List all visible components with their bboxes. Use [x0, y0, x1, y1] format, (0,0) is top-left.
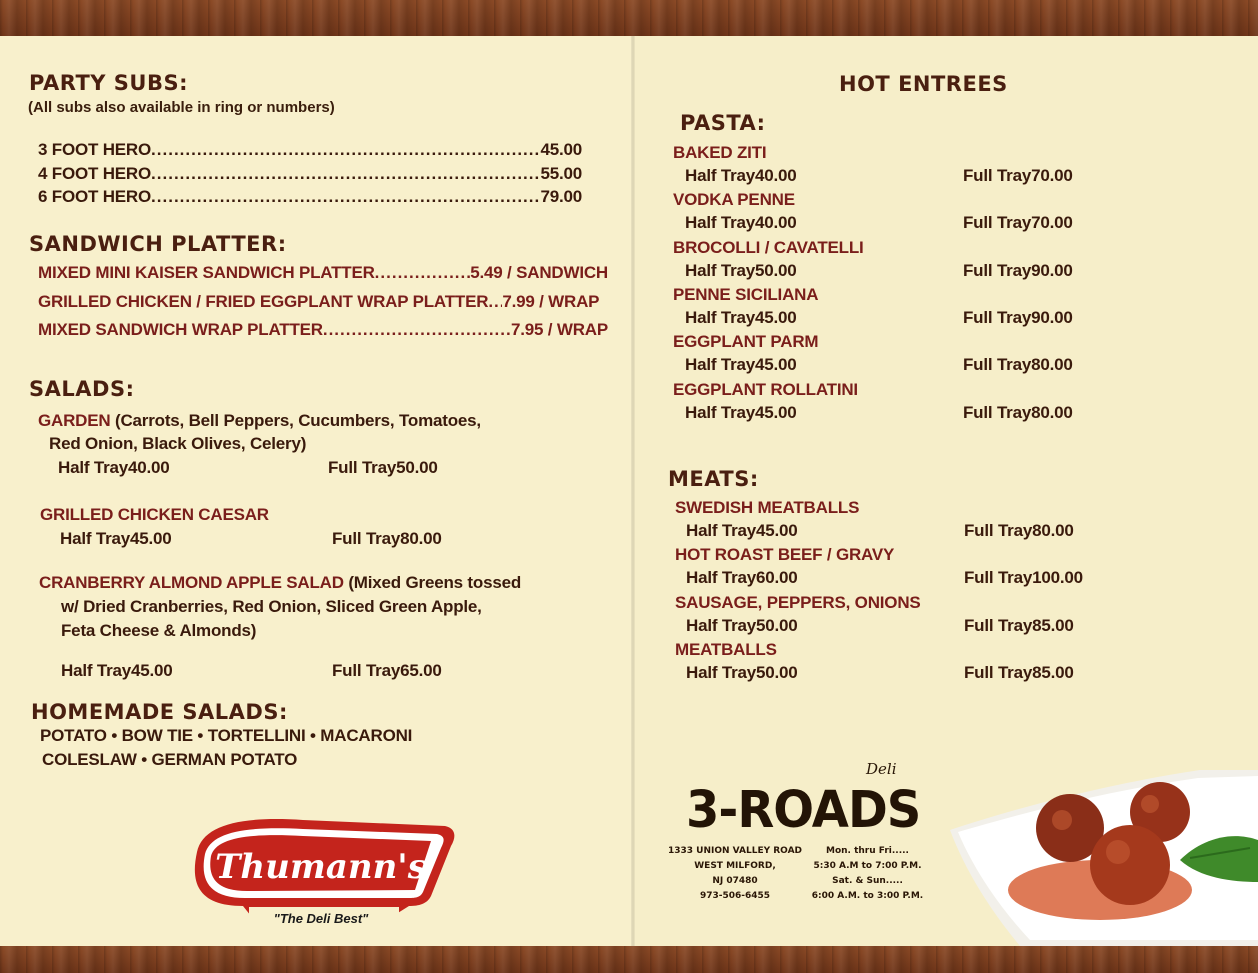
tray-price-row [685, 213, 1220, 233]
dot-leader [151, 140, 540, 160]
sandwich-platter-heading: SANDWICH PLATTER: [29, 232, 287, 256]
half-tray-price: 40.00 [755, 166, 797, 185]
entree-name: BAKED ZITI [673, 143, 767, 162]
full-tray-label: Full Tray [328, 458, 397, 477]
salad-caesar-name: GRILLED CHICKEN CAESAR [40, 505, 269, 524]
tray-price-row [58, 458, 578, 478]
half-tray-label: Half Tray [60, 529, 131, 548]
entree-name: BROCOLLI / CAVATELLI [673, 237, 864, 257]
full-tray-price: 65.00 [400, 661, 442, 680]
tray-price-row [686, 521, 1220, 541]
deli-address-line: NJ 07480 [712, 876, 758, 886]
party-sub-name: 6 FOOT HERO [38, 187, 152, 206]
half-tray-label: Half Tray [686, 615, 757, 635]
platter-row [38, 320, 608, 340]
deli-name: 3-ROADS [686, 780, 921, 840]
full-tray-label: Full Tray [964, 615, 1033, 635]
deli-hours-line: Mon. thru Fri..... [826, 846, 909, 856]
tray-price-row [61, 661, 584, 681]
half-tray-label: Half Tray [686, 568, 757, 588]
party-subs-heading: PARTY SUBS: [29, 71, 188, 95]
party-sub-row [38, 187, 582, 207]
wood-border-top [0, 0, 1258, 36]
party-sub-row [38, 164, 582, 184]
party-sub-name: 4 FOOT HERO [38, 164, 152, 183]
salad-cranberry [39, 573, 521, 593]
half-tray-price: 45.00 [755, 355, 797, 375]
homemade-list-line: COLESLAW • GERMAN POTATO [42, 750, 298, 769]
dot-leader [375, 263, 471, 283]
deli-hours-line: 5:30 A.M to 7:00 P.M. [813, 861, 922, 871]
dot-leader [488, 292, 502, 312]
deli-address-line: 1333 UNION VALLEY ROAD [667, 846, 803, 856]
half-tray-label: Half Tray [58, 458, 129, 477]
full-tray-price: 100.00 [1032, 568, 1083, 588]
thumanns-logo [183, 812, 459, 930]
platter-name: MIXED SANDWICH WRAP PLATTER [38, 320, 323, 339]
party-sub-row [38, 140, 582, 160]
platter-price: 5.49 / SANDWICH [470, 263, 608, 282]
salad-desc-line: w/ Dried Cranberries, Red Onion, Sliced Green Apple, [61, 597, 482, 616]
entree-name: SWEDISH MEATBALLS [675, 498, 860, 517]
tray-price-row [685, 355, 1220, 375]
full-tray-price: 80.00 [400, 529, 442, 548]
full-tray-label: Full Tray [964, 521, 1033, 540]
meats-heading: MEATS: [668, 467, 759, 491]
salad-desc-line: Red Onion, Black Olives, Celery) [49, 434, 307, 453]
entree-name: SAUSAGE, PEPPERS, ONIONS [675, 592, 921, 612]
entree-name: PENNE SICILIANA [673, 284, 819, 304]
dot-leader [323, 320, 511, 340]
tray-price-row [60, 529, 583, 549]
salad-desc-line: Feta Cheese & Almonds) [61, 621, 257, 640]
platter-price: 7.95 / WRAP [511, 320, 608, 339]
party-sub-name: 3 FOOT HERO [38, 140, 152, 159]
tray-price-row [685, 308, 1220, 328]
full-tray-label: Full Tray [332, 529, 401, 548]
menu-fold [631, 36, 635, 946]
half-tray-label: Half Tray [685, 213, 756, 233]
half-tray-price: 50.00 [756, 615, 798, 635]
half-tray-label: Half Tray [686, 662, 757, 682]
full-tray-label: Full Tray [964, 662, 1033, 682]
salad-desc: (Carrots, Bell Peppers, Cucumbers, Tomatoes, [110, 411, 481, 430]
tray-price-row [686, 568, 1220, 588]
homemade-salads-heading: HOMEMADE SALADS: [31, 700, 288, 724]
platter-name: GRILLED CHICKEN / FRIED EGGPLANT WRAP PLATTER [38, 292, 489, 311]
entree-name: EGGPLANT ROLLATINI [673, 379, 858, 399]
full-tray-price: 80.00 [1032, 521, 1074, 540]
full-tray-price: 80.00 [1031, 355, 1073, 375]
half-tray-price: 45.00 [755, 307, 797, 327]
half-tray-price: 50.00 [755, 260, 797, 280]
full-tray-price: 90.00 [1031, 307, 1073, 327]
half-tray-label: Half Tray [686, 521, 757, 540]
half-tray-label: Half Tray [685, 402, 756, 422]
deli-address-line: WEST MILFORD, [694, 861, 776, 871]
platter-row [38, 263, 608, 283]
entree-name: VODKA PENNE [673, 190, 795, 210]
party-sub-price: 55.00 [540, 164, 582, 183]
deli-phone: 973-506-6455 [699, 891, 771, 901]
full-tray-label: Full Tray [964, 568, 1033, 588]
half-tray-price: 50.00 [756, 662, 798, 682]
hot-entrees-heading: HOT ENTREES [839, 72, 1008, 96]
half-tray-price: 40.00 [128, 458, 170, 477]
meatball-plate-image [950, 770, 1258, 946]
half-tray-price: 40.00 [755, 213, 797, 233]
half-tray-label: Half Tray [685, 260, 756, 280]
deli-hours-line: Sat. & Sun..... [832, 876, 903, 886]
full-tray-price: 70.00 [1031, 213, 1073, 233]
party-sub-price: 45.00 [540, 140, 582, 159]
tray-price-row [685, 403, 1220, 423]
deli-address [660, 844, 810, 904]
entree-name: EGGPLANT PARM [673, 332, 819, 352]
pasta-heading: PASTA: [680, 111, 766, 135]
deli-script-word: Deli [866, 760, 897, 778]
deli-hours [800, 844, 935, 904]
full-tray-label: Full Tray [963, 355, 1032, 375]
salad-name: CRANBERRY ALMOND APPLE SALAD [39, 573, 344, 592]
full-tray-label: Full Tray [332, 661, 401, 680]
tray-price-row [686, 663, 1220, 683]
half-tray-price: 45.00 [756, 521, 798, 540]
party-subs-note: (All subs also available in ring or numbers) [28, 99, 335, 116]
full-tray-price: 85.00 [1032, 662, 1074, 682]
full-tray-price: 85.00 [1032, 615, 1074, 635]
platter-row [38, 292, 608, 312]
half-tray-label: Half Tray [61, 661, 132, 680]
salad-desc: (Mixed Greens tossed [343, 573, 522, 592]
tray-price-row [685, 261, 1220, 281]
tray-price-row [686, 616, 1220, 636]
half-tray-label: Half Tray [685, 355, 756, 375]
full-tray-price: 50.00 [396, 458, 438, 477]
thumanns-tagline: "The Deli Best" [273, 911, 369, 926]
party-sub-price: 79.00 [540, 187, 582, 206]
thumanns-logo-text: Thumann's [215, 847, 427, 887]
full-tray-price: 80.00 [1031, 402, 1073, 422]
platter-name: MIXED MINI KAISER SANDWICH PLATTER [38, 263, 375, 282]
half-tray-price: 45.00 [131, 661, 173, 680]
salads-heading: SALADS: [29, 377, 135, 401]
half-tray-price: 60.00 [756, 568, 798, 588]
half-tray-label: Half Tray [685, 166, 756, 185]
half-tray-price: 45.00 [755, 402, 797, 422]
salad-name: GARDEN [38, 411, 111, 430]
entree-name: HOT ROAST BEEF / GRAVY [675, 545, 895, 565]
deli-hours-line: 6:00 A.M. to 3:00 P.M. [811, 891, 924, 901]
full-tray-label: Full Tray [963, 402, 1032, 422]
homemade-list-line: POTATO • BOW TIE • TORTELLINI • MACARONI [40, 726, 413, 745]
tray-price-row [685, 166, 1220, 186]
full-tray-price: 90.00 [1031, 260, 1073, 280]
full-tray-label: Full Tray [963, 166, 1032, 185]
entree-name: MEATBALLS [675, 639, 777, 659]
half-tray-price: 45.00 [130, 529, 172, 548]
dot-leader [151, 187, 540, 207]
full-tray-label: Full Tray [963, 307, 1032, 327]
platter-price: 7.99 / WRAP [502, 292, 600, 311]
full-tray-label: Full Tray [963, 260, 1032, 280]
wood-border-bottom [0, 946, 1258, 973]
full-tray-price: 70.00 [1031, 166, 1073, 185]
full-tray-label: Full Tray [963, 213, 1032, 233]
half-tray-label: Half Tray [685, 307, 756, 327]
dot-leader [151, 164, 540, 184]
salad-garden [38, 411, 481, 431]
